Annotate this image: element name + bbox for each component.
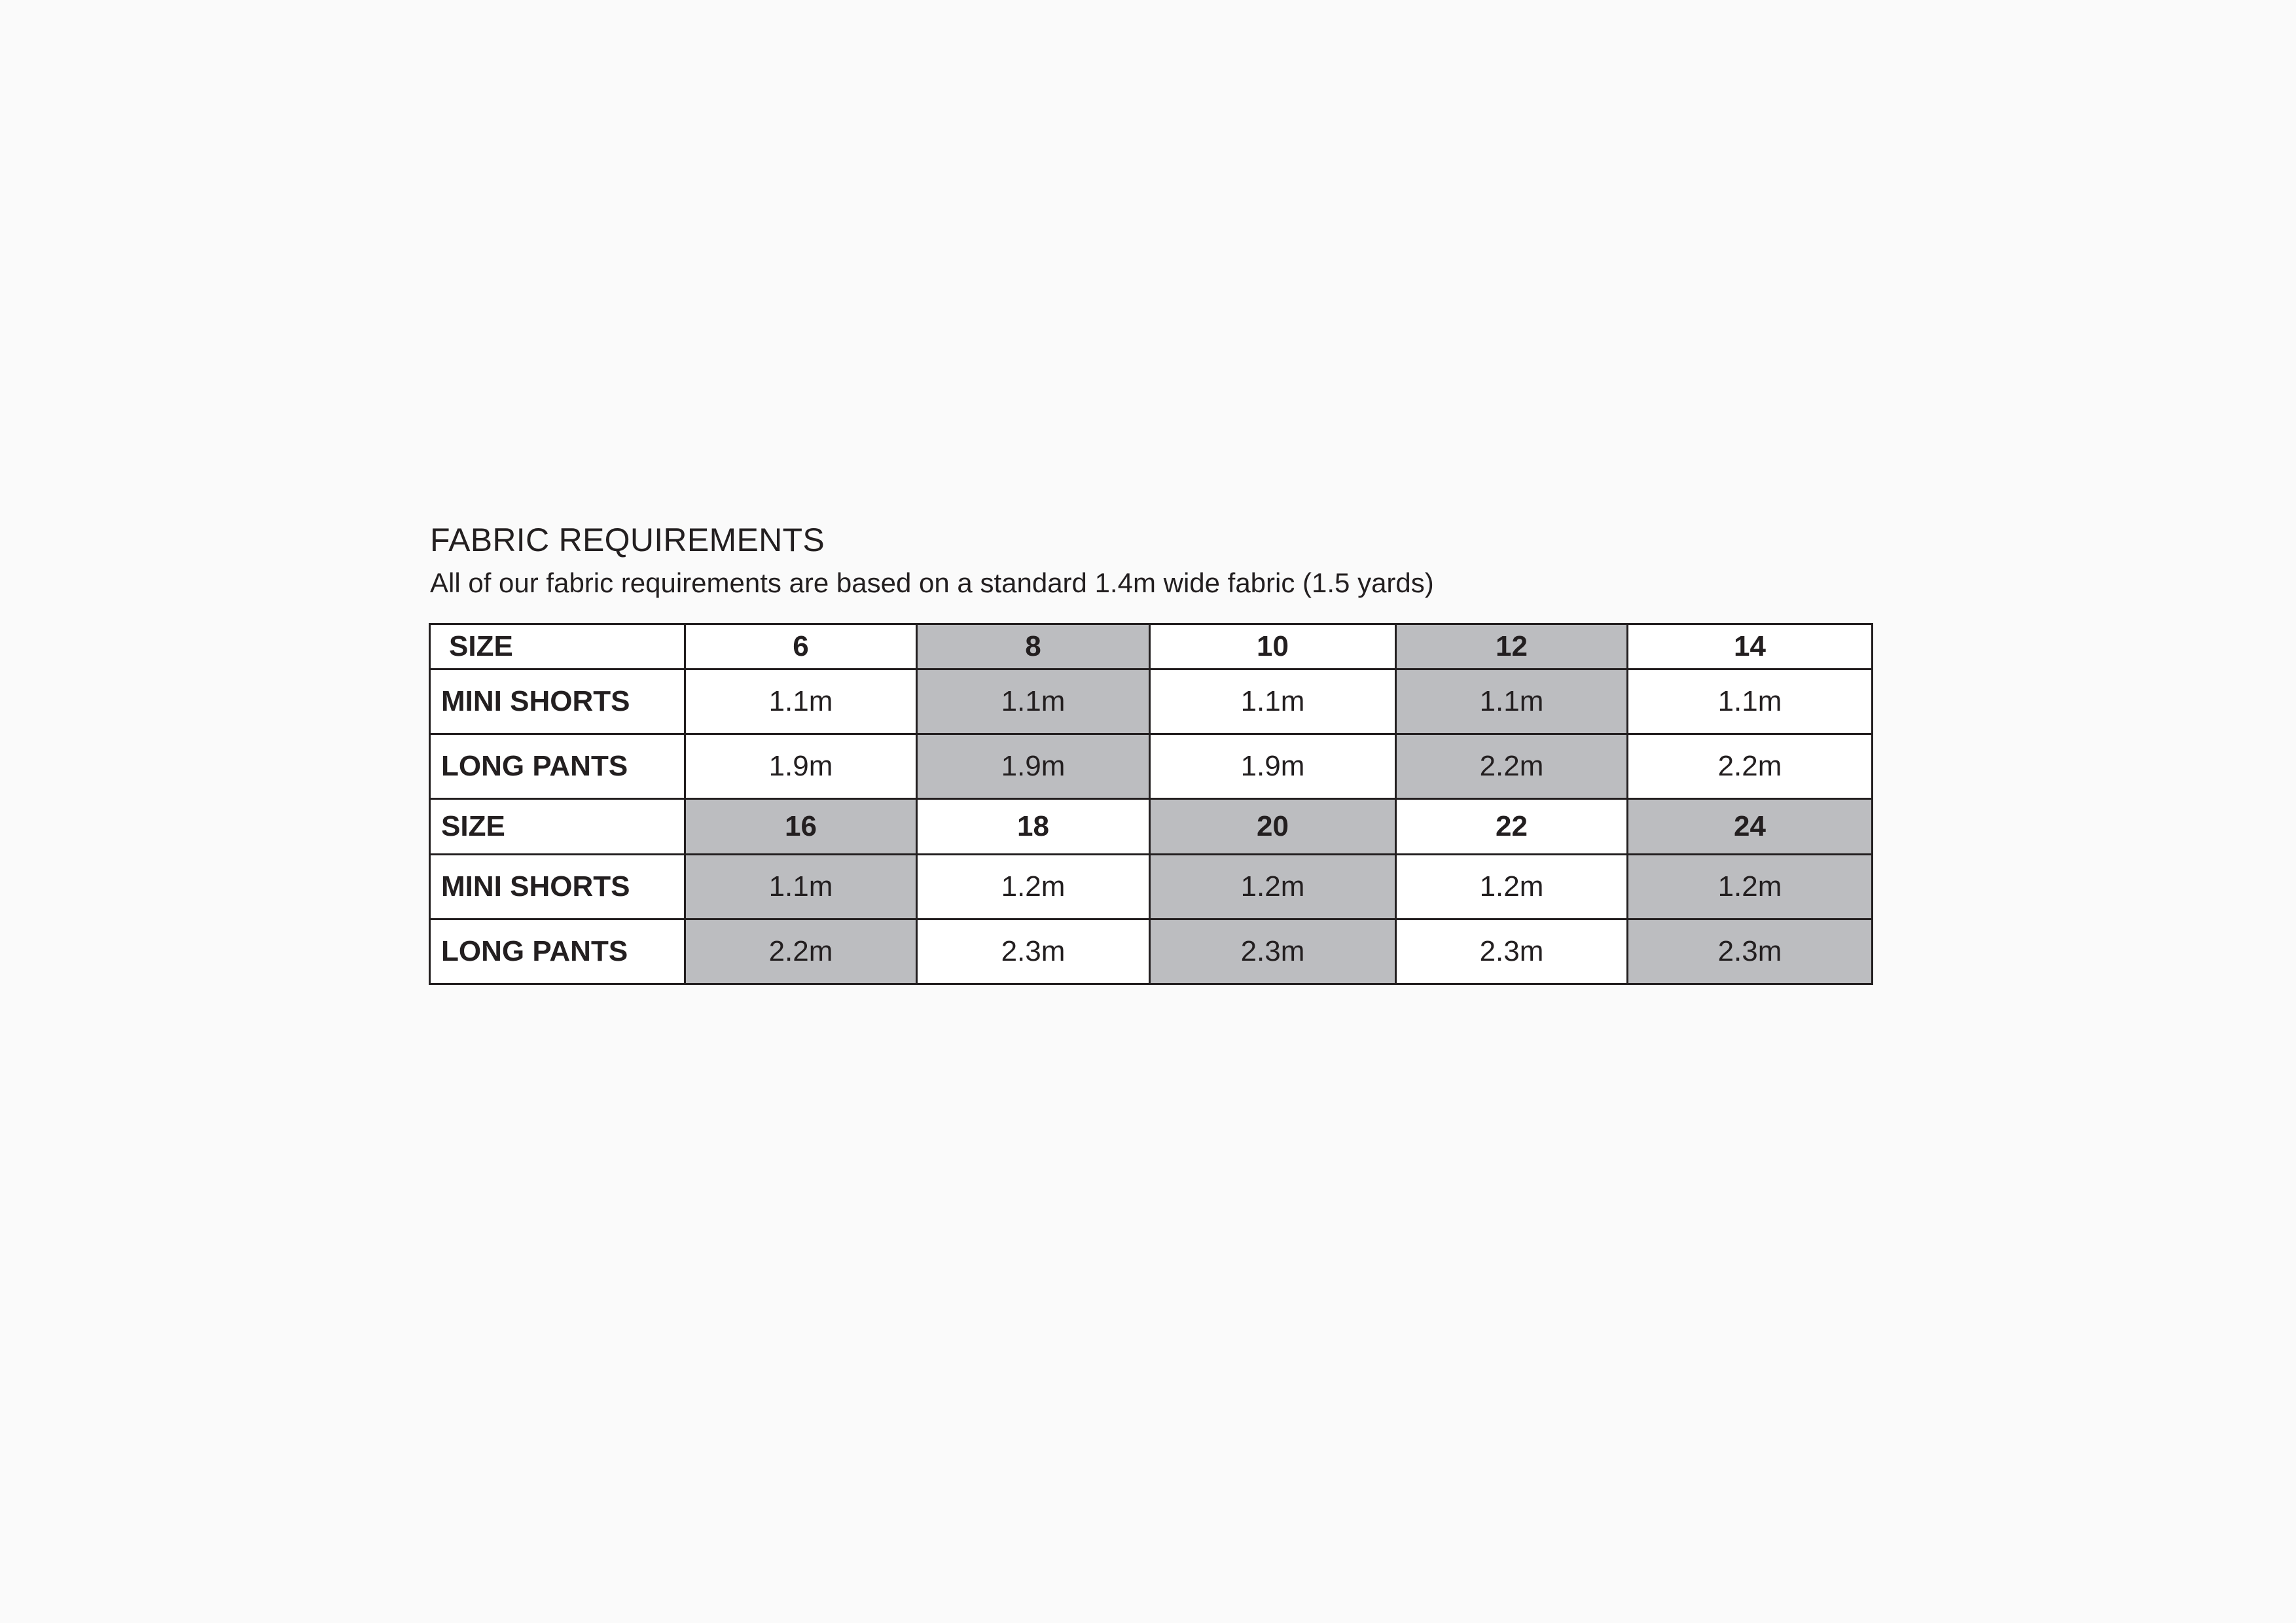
row-label: LONG PANTS: [430, 919, 685, 984]
size-cell: 20: [1150, 799, 1396, 855]
value-cell: 1.1m: [685, 855, 917, 919]
size-cell: 18: [917, 799, 1150, 855]
table-row: [430, 734, 1873, 799]
row-label: MINI SHORTS: [430, 669, 685, 734]
value-cell: 2.2m: [1628, 734, 1873, 799]
size-cell: 24: [1628, 799, 1873, 855]
row-label: MINI SHORTS: [430, 855, 685, 919]
size-label: SIZE: [430, 799, 685, 855]
row-label: LONG PANTS: [430, 734, 685, 799]
value-cell: 1.9m: [1150, 734, 1396, 799]
size-cell: 22: [1396, 799, 1628, 855]
value-cell: 1.2m: [917, 855, 1150, 919]
size-row: [430, 624, 1873, 669]
value-cell: 1.1m: [1150, 669, 1396, 734]
value-cell: 2.2m: [685, 919, 917, 984]
value-cell: 2.3m: [1150, 919, 1396, 984]
value-cell: 2.2m: [1396, 734, 1628, 799]
size-row: [430, 799, 1873, 855]
table-row: [430, 919, 1873, 984]
value-cell: 2.3m: [1628, 919, 1873, 984]
value-cell: 2.3m: [1396, 919, 1628, 984]
value-cell: 1.1m: [1628, 669, 1873, 734]
value-cell: 1.9m: [917, 734, 1150, 799]
table-row: [430, 669, 1873, 734]
fabric-requirements-section: [429, 524, 1869, 985]
value-cell: 1.9m: [685, 734, 917, 799]
size-cell: 14: [1628, 624, 1873, 669]
size-cell: 6: [685, 624, 917, 669]
value-cell: 1.1m: [1396, 669, 1628, 734]
fabric-requirements-table: [429, 623, 1873, 985]
size-label: SIZE: [430, 624, 685, 669]
size-cell: 16: [685, 799, 917, 855]
page-subtitle: All of our fabric requirements are based on a standard 1.4m wide fabric (1.5 yards): [430, 567, 1434, 598]
table-row: [430, 855, 1873, 919]
value-cell: 2.3m: [917, 919, 1150, 984]
value-cell: 1.1m: [917, 669, 1150, 734]
page-title: FABRIC REQUIREMENTS: [430, 522, 825, 558]
value-cell: 1.2m: [1396, 855, 1628, 919]
size-cell: 12: [1396, 624, 1628, 669]
size-cell: 10: [1150, 624, 1396, 669]
value-cell: 1.1m: [685, 669, 917, 734]
value-cell: 1.2m: [1628, 855, 1873, 919]
size-cell: 8: [917, 624, 1150, 669]
value-cell: 1.2m: [1150, 855, 1396, 919]
